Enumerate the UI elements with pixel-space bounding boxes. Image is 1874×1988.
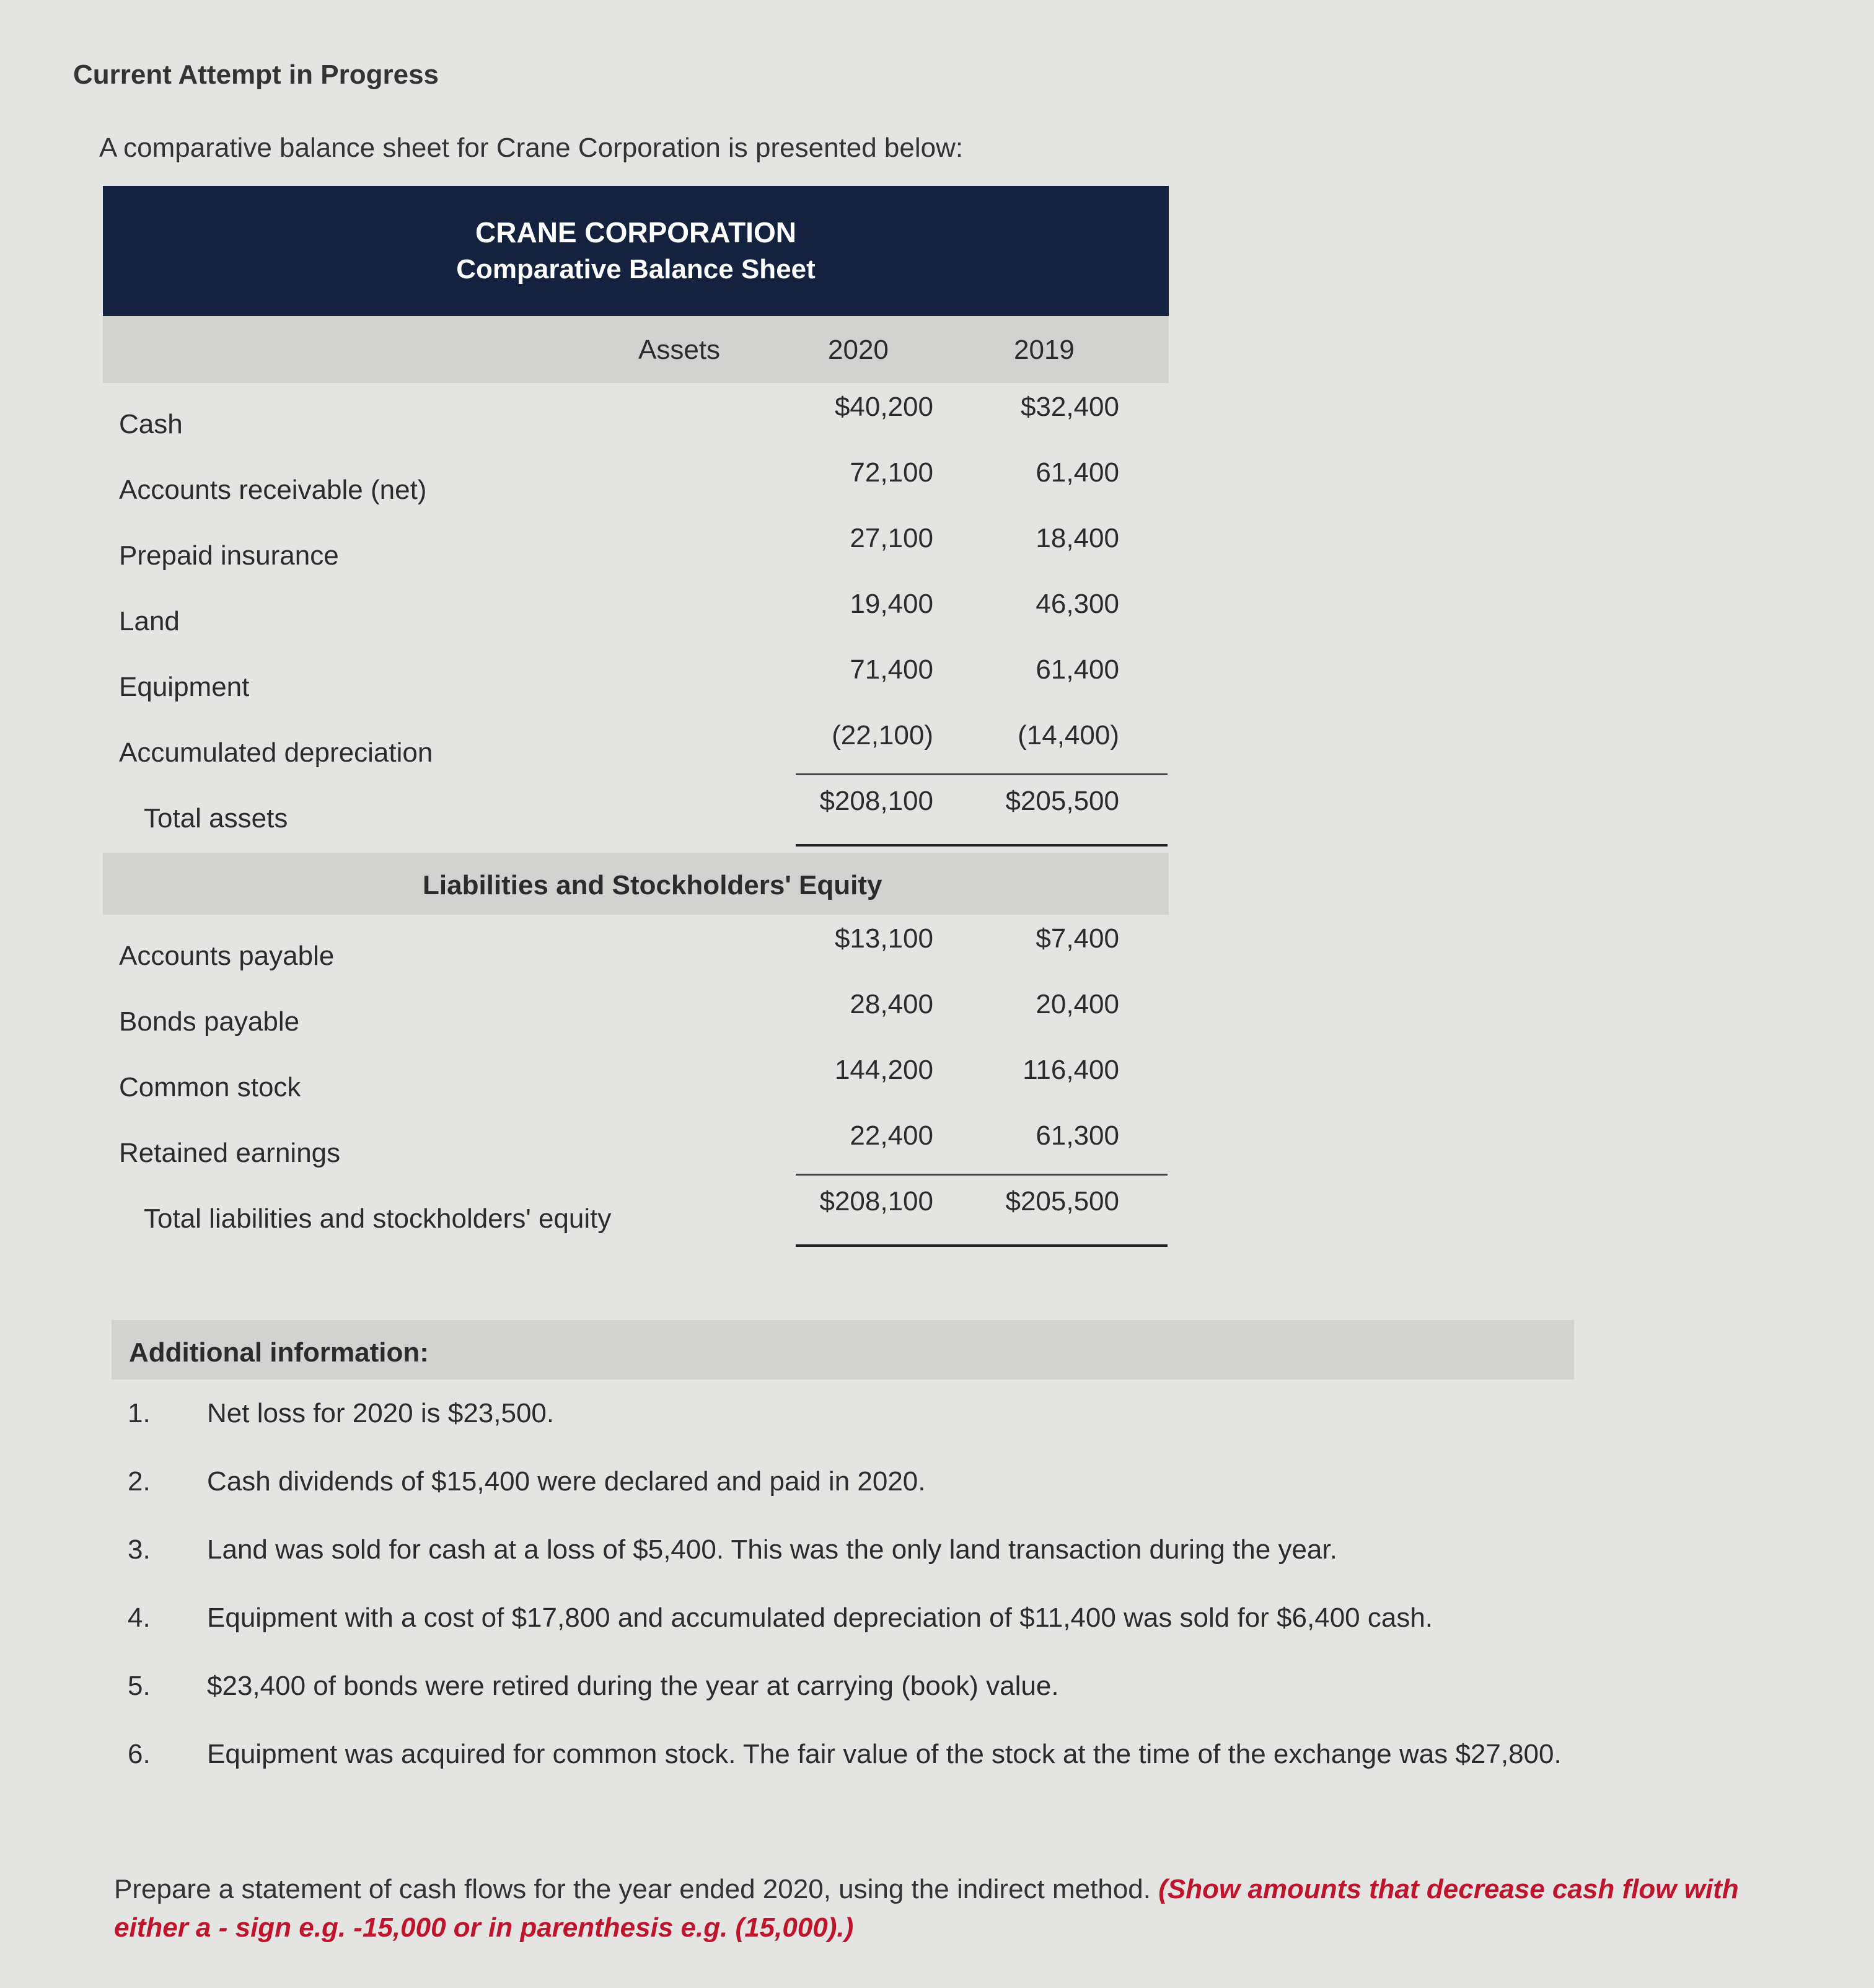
- additional-info-list: [128, 1398, 1801, 1807]
- row-label: Retained earnings: [119, 1138, 341, 1168]
- total-liabilities-label: Total liabilities and stockholders' equity: [144, 1203, 612, 1234]
- item-number: 1.: [128, 1398, 151, 1428]
- table-row: [103, 980, 1169, 1046]
- list-item: [128, 1398, 1801, 1466]
- value-2019: 61,400: [1036, 457, 1119, 488]
- liabilities-heading: Liabilities and Stockholders' Equity: [423, 870, 882, 900]
- value-2019: (14,400): [1018, 720, 1119, 750]
- value-2020: $40,200: [834, 392, 933, 422]
- row-label: Cash: [119, 409, 183, 439]
- total-liabilities-2019: $205,500: [1005, 1186, 1119, 1216]
- item-text: Equipment with a cost of $17,800 and accumulated depreciation of $11,400 was sold for $6,400 cash.: [207, 1603, 1433, 1633]
- total-rule: [796, 1244, 1168, 1247]
- item-text: Land was sold for cash at a loss of $5,400. This was the only land transaction during the year.: [207, 1534, 1337, 1565]
- row-label: Accounts receivable (net): [119, 475, 427, 505]
- item-text: Equipment was acquired for common stock. The fair value of the stock at the time of the exchange was $27,800.: [207, 1739, 1562, 1769]
- value-2020: 71,400: [850, 654, 933, 685]
- attempt-status: Current Attempt in Progress: [73, 59, 439, 90]
- item-text: Net loss for 2020 is $23,500.: [207, 1398, 555, 1428]
- total-assets-2020: $208,100: [819, 786, 933, 816]
- table-row: [103, 514, 1169, 580]
- item-text: Cash dividends of $15,400 were declared and paid in 2020.: [207, 1466, 926, 1497]
- instruction: [114, 1870, 1787, 1947]
- total-liabilities-2020: $208,100: [819, 1186, 933, 1216]
- instruction-note: (Show amounts that decrease cash flow with either a - sign e.g. -15,000 or in parenthesis e.g. (15,000).): [114, 1874, 1739, 1943]
- item-number: 5.: [128, 1671, 151, 1701]
- value-2020: 22,400: [850, 1120, 933, 1151]
- table-row: [103, 1046, 1169, 1112]
- table-row: [103, 1112, 1169, 1177]
- year-2019-heading: 2019: [1014, 335, 1075, 365]
- row-label: Prepaid insurance: [119, 540, 339, 571]
- table-row: [103, 580, 1169, 646]
- total-assets-label: Total assets: [144, 803, 288, 833]
- table-row: [103, 646, 1169, 711]
- column-header: [103, 316, 1169, 383]
- liabilities-header: [103, 853, 1169, 915]
- value-2019: 18,400: [1036, 523, 1119, 553]
- item-number: 2.: [128, 1466, 151, 1497]
- value-2020: (22,100): [832, 720, 933, 750]
- row-label: Bonds payable: [119, 1006, 300, 1037]
- table-row: [103, 915, 1169, 980]
- value-2019: $32,400: [1020, 392, 1119, 422]
- total-assets-row: [103, 777, 1169, 843]
- list-item: [128, 1534, 1801, 1603]
- table-row: [103, 711, 1169, 777]
- list-item: [128, 1671, 1801, 1739]
- total-rule: [796, 844, 1168, 847]
- sheet-header: [103, 186, 1169, 316]
- additional-info-header: [112, 1320, 1574, 1379]
- value-2019: 46,300: [1036, 589, 1119, 619]
- row-label: Equipment: [119, 672, 250, 702]
- table-row: [103, 449, 1169, 514]
- item-number: 3.: [128, 1534, 151, 1565]
- item-number: 6.: [128, 1739, 151, 1769]
- item-number: 4.: [128, 1603, 151, 1633]
- row-label: Common stock: [119, 1072, 301, 1102]
- subtotal-rule: [796, 773, 1168, 775]
- value-2019: 116,400: [1023, 1055, 1119, 1085]
- value-2019: 61,300: [1036, 1120, 1119, 1151]
- value-2020: 28,400: [850, 989, 933, 1019]
- value-2019: $7,400: [1036, 923, 1119, 954]
- value-2020: $13,100: [834, 923, 933, 954]
- intro-text: A comparative balance sheet for Crane Corporation is presented below:: [99, 133, 964, 163]
- list-item: [128, 1466, 1801, 1534]
- subtotal-rule: [796, 1174, 1168, 1176]
- value-2020: 72,100: [850, 457, 933, 488]
- row-label: Accounts payable: [119, 941, 335, 971]
- total-assets-2019: $205,500: [1005, 786, 1119, 816]
- value-2020: 19,400: [850, 589, 933, 619]
- year-2020-heading: 2020: [828, 335, 889, 365]
- value-2019: 61,400: [1036, 654, 1119, 685]
- table-row: [103, 383, 1169, 449]
- value-2020: 144,200: [834, 1055, 933, 1085]
- row-label: Land: [119, 606, 180, 636]
- value-2019: 20,400: [1036, 989, 1119, 1019]
- sheet-title: Comparative Balance Sheet: [456, 254, 816, 284]
- list-item: [128, 1739, 1801, 1807]
- additional-info-heading: Additional information:: [129, 1337, 429, 1368]
- item-text: $23,400 of bonds were retired during the year at carrying (book) value.: [207, 1671, 1059, 1701]
- value-2020: 27,100: [850, 523, 933, 553]
- company-name: CRANE CORPORATION: [475, 216, 796, 248]
- balance-sheet: [103, 186, 1169, 1243]
- list-item: [128, 1603, 1801, 1671]
- instruction-text: Prepare a statement of cash flows for the year ended 2020, using the indirect method.: [114, 1874, 1151, 1904]
- total-liabilities-row: [103, 1177, 1169, 1243]
- assets-heading: Assets: [638, 335, 721, 365]
- row-label: Accumulated depreciation: [119, 737, 433, 768]
